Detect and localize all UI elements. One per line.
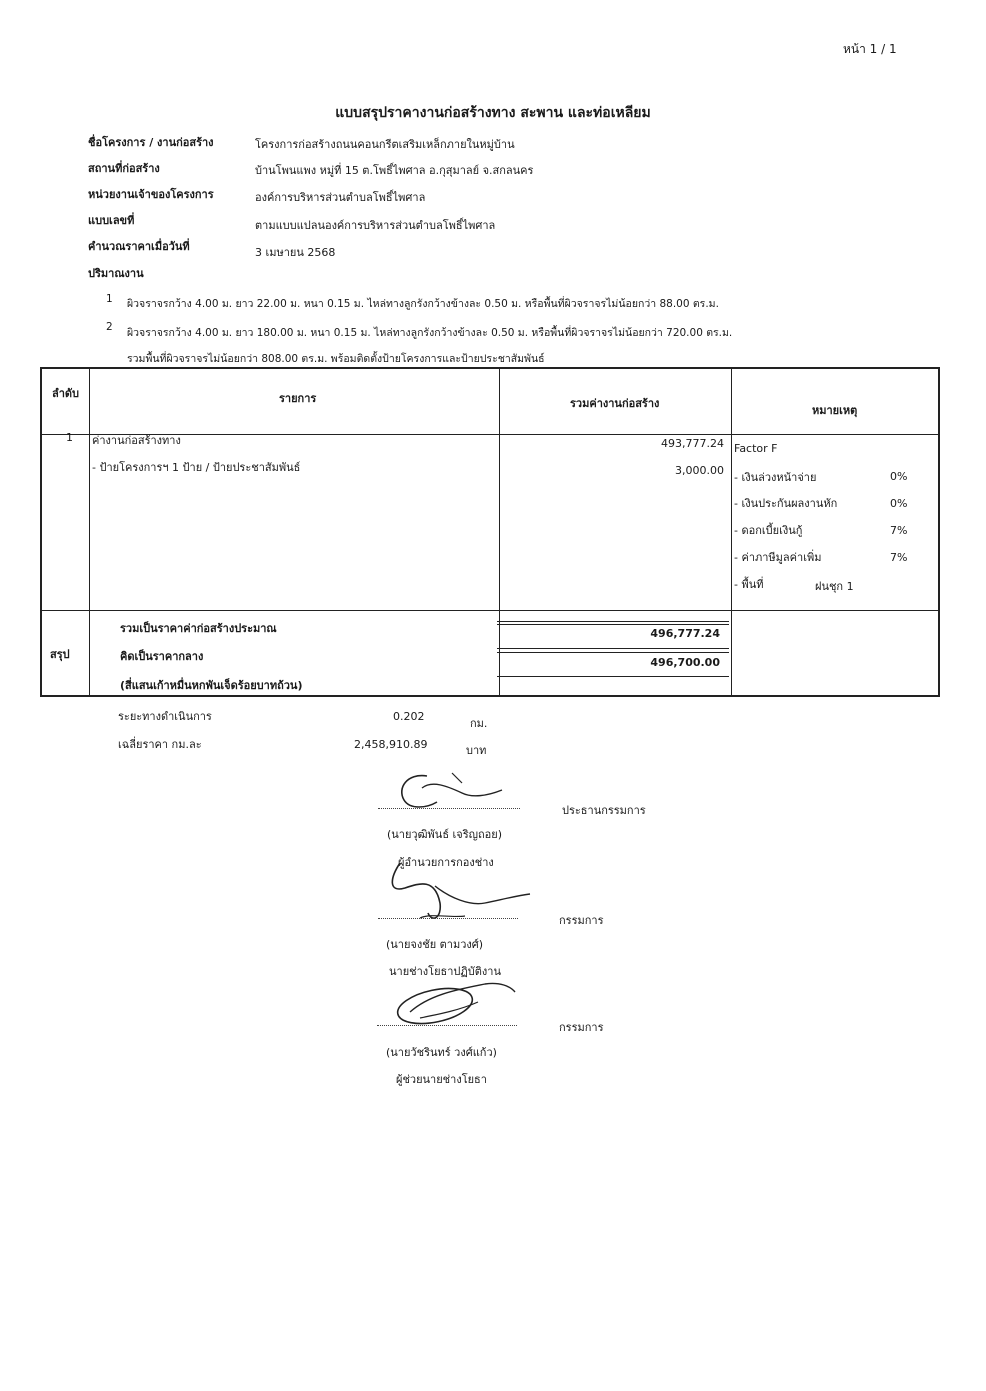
median-label: คิดเป็นราคากลาง bbox=[120, 650, 204, 663]
estimate-label: รวมเป็นราคาค่าก่อสร้างประมาณ bbox=[120, 622, 277, 635]
quantity-text-1: ผิวจราจรกว้าง 4.00 ม. ยาว 22.00 ม. หนา 0.15 ม. ไหล่ทางลูกรังกว้างข้างละ 0.50 ม. หรือพื้นที่ผิวจราจรไม่น้อยกว่า 88.00 ตร.ม. bbox=[127, 298, 719, 310]
header-item: รายการ bbox=[279, 392, 317, 405]
location-value: บ้านโพนแพง หมู่ที่ 15 ต.โพธิ์ไพศาล อ.กุสุมาลย์ จ.สกลนคร bbox=[255, 164, 534, 177]
signature-3-line bbox=[377, 1025, 517, 1026]
amount-in-words: (สี่แสนเก้าหมื่นหกพันเจ็ดร้อยบาทถ้วน) bbox=[120, 679, 303, 692]
signature-3-name: (นายวัชรินทร์ วงศ์แก้ว) bbox=[386, 1046, 497, 1059]
project-name-value: โครงการก่อสร้างถนนคอนกรีตเสริมเหล็กภายในหมู่บ้าน bbox=[255, 138, 515, 151]
agency-label: หน่วยงานเจ้าของโครงการ bbox=[88, 188, 214, 201]
remark-vat-value: 7% bbox=[890, 551, 908, 564]
location-label: สถานที่ก่อสร้าง bbox=[88, 162, 160, 175]
quantity-no-1: 1 bbox=[106, 293, 113, 305]
project-name-label: ชื่อโครงการ / งานก่อสร้าง bbox=[88, 136, 214, 149]
distance-value: 0.202 bbox=[393, 710, 425, 723]
remark-area-value: ฝนชุก 1 bbox=[815, 580, 854, 593]
summary-label: สรุป bbox=[50, 648, 70, 661]
median-value: 496,700.00 bbox=[650, 656, 720, 669]
signature-1-line bbox=[378, 808, 520, 809]
remark-retention: - เงินประกันผลงานหัก bbox=[734, 497, 838, 510]
header-no: ลำดับ bbox=[52, 387, 80, 400]
quantity-text-2: ผิวจราจรกว้าง 4.00 ม. ยาว 180.00 ม. หนา 0.15 ม. ไหล่ทางลูกรังกว้างข้างละ 0.50 ม. หรือพื้นที่ผิวจราจรไม่น้อยกว่า 720.00 ตร.ม. bbox=[127, 327, 733, 339]
signature-2-handwriting bbox=[380, 858, 540, 938]
signature-1-name: (นายวุฒิพันธ์ เจริญถอย) bbox=[387, 828, 503, 841]
row-1-amount: 493,777.24 bbox=[661, 437, 724, 450]
header-total: รวมค่างานก่อสร้าง bbox=[570, 397, 660, 410]
calc-date-label: คำนวณราคาเมื่อวันที่ bbox=[88, 240, 190, 253]
remark-interest: - ดอกเบี้ยเงินกู้ bbox=[734, 524, 803, 537]
remarks-title: Factor F bbox=[734, 442, 778, 455]
page-title: แบบสรุปราคางานก่อสร้างทาง สะพาน และท่อเหลียม bbox=[335, 105, 651, 121]
agency-value: องค์การบริหารส่วนตำบลโพธิ์ไพศาล bbox=[255, 191, 426, 204]
remark-retention-value: 0% bbox=[890, 497, 908, 510]
signature-1-position: ผู้อำนวยการกองช่าง bbox=[398, 856, 494, 869]
signature-1-handwriting bbox=[392, 768, 512, 828]
average-unit: บาท bbox=[466, 744, 487, 757]
header-remark: หมายเหตุ bbox=[812, 404, 858, 417]
quantity-no-2: 2 bbox=[106, 321, 113, 333]
signature-3-position: ผู้ช่วยนายช่างโยธา bbox=[396, 1073, 487, 1086]
average-value: 2,458,910.89 bbox=[354, 738, 428, 751]
row-2-item: - ป้ายโครงการฯ 1 ป้าย / ป้ายประชาสัมพันธ์ bbox=[92, 461, 301, 474]
page-number: หน้า 1 / 1 bbox=[843, 42, 897, 56]
signature-2-position: นายช่างโยธาปฏิบัติงาน bbox=[389, 965, 501, 978]
remark-vat: - ค่าภาษีมูลค่าเพิ่ม bbox=[734, 551, 822, 564]
signature-2-name: (นายจงชัย ตามวงศ์) bbox=[386, 938, 484, 951]
average-label: เฉลี่ยราคา กม.ละ bbox=[118, 738, 202, 751]
remark-area: - พื้นที่ bbox=[734, 578, 764, 591]
calc-date-value: 3 เมษายน 2568 bbox=[255, 246, 336, 259]
signature-2-role: กรรมการ bbox=[559, 914, 604, 927]
row-1-item: ค่างานก่อสร้างทาง bbox=[92, 434, 181, 447]
remark-advance-value: 0% bbox=[890, 470, 908, 483]
drawing-number-label: แบบเลขที่ bbox=[88, 214, 135, 227]
quantity-label: ปริมาณงาน bbox=[88, 267, 144, 280]
drawing-number-value: ตามแบบแปลนองค์การบริหารส่วนตำบลโพธิ์ไพศาล bbox=[255, 219, 496, 232]
cost-summary-table bbox=[40, 367, 940, 697]
signature-1-role: ประธานกรรมการ bbox=[562, 804, 646, 817]
signature-3-role: กรรมการ bbox=[559, 1021, 604, 1034]
remark-advance: - เงินล่วงหน้าจ่าย bbox=[734, 471, 817, 484]
row-2-amount: 3,000.00 bbox=[675, 464, 724, 477]
estimate-value: 496,777.24 bbox=[650, 627, 720, 640]
remark-interest-value: 7% bbox=[890, 524, 908, 537]
signature-2-line bbox=[378, 918, 518, 919]
distance-label: ระยะทางดำเนินการ bbox=[118, 710, 212, 723]
row-1-no: 1 bbox=[66, 431, 73, 444]
quantity-total: รวมพื้นที่ผิวจราจรไม่น้อยกว่า 808.00 ตร.ม. พร้อมติดตั้งป้ายโครงการและป้ายประชาสัมพันธ์ bbox=[127, 353, 545, 365]
distance-unit: กม. bbox=[470, 717, 488, 730]
